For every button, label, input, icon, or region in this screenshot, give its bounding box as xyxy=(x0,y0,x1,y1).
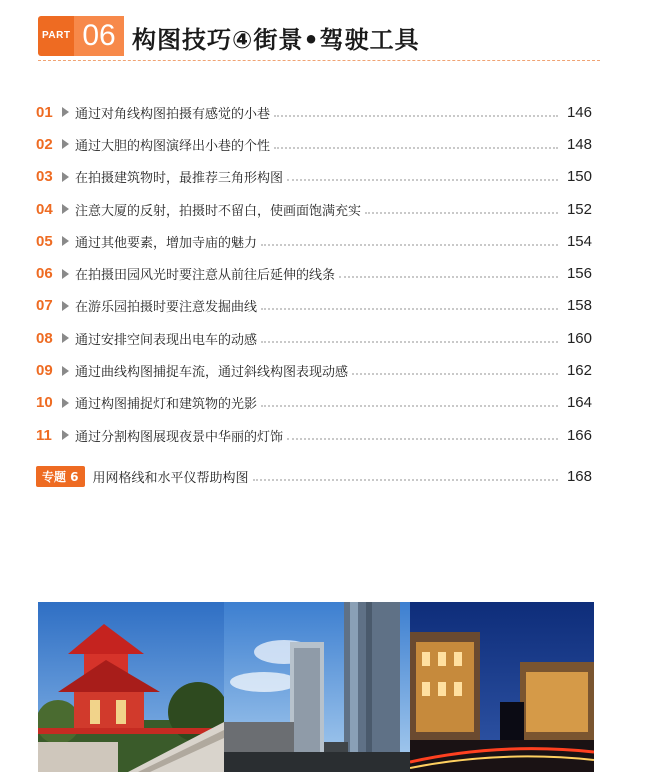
toc-title: 通过曲线构图捕捉车流，通过斜线构图表现动感 xyxy=(75,365,349,381)
triangle-arrow-icon xyxy=(62,269,69,279)
toc-page: 160 xyxy=(566,329,592,347)
toc-number: 02 xyxy=(36,135,53,153)
dot-leader xyxy=(365,211,558,214)
toc-title: 在拍摄田园风光时要注意从前往后延伸的线条 xyxy=(75,268,336,284)
triangle-arrow-icon xyxy=(62,366,69,376)
toc-page: 146 xyxy=(566,103,592,121)
chapter-header xyxy=(38,16,598,56)
toc-row-02[interactable] xyxy=(36,128,592,160)
dot-leader xyxy=(261,243,558,246)
photo-strip xyxy=(38,602,594,772)
toc-title: 通过对角线构图拍摄有感觉的小巷 xyxy=(75,106,271,122)
dot-leader xyxy=(261,340,558,343)
triangle-arrow-icon xyxy=(62,430,69,440)
dot-leader xyxy=(287,437,558,440)
toc-page: 150 xyxy=(566,168,592,186)
dot-leader xyxy=(261,307,558,310)
toc-row-08[interactable] xyxy=(36,322,592,354)
toc-page: 158 xyxy=(566,297,592,315)
dot-leader xyxy=(261,404,558,407)
triangle-arrow-icon xyxy=(62,204,69,214)
toc-page: 166 xyxy=(566,426,592,444)
toc-title: 注意大厦的反射，拍摄时不留白，使画面饱满充实 xyxy=(75,203,362,219)
toc-page: 164 xyxy=(566,394,592,412)
toc-page: 148 xyxy=(566,135,592,153)
part-label: PART xyxy=(42,30,71,41)
toc-page: 154 xyxy=(566,232,592,250)
triangle-arrow-icon xyxy=(62,172,69,182)
triangle-arrow-icon xyxy=(62,139,69,149)
toc-title: 通过大胆的构图演绎出小巷的个性 xyxy=(75,138,271,154)
part-number: 06 xyxy=(74,16,124,56)
dot-leader xyxy=(339,275,558,278)
temple-pagoda-photo xyxy=(38,602,224,772)
toc-number: 08 xyxy=(36,329,53,347)
dot-leader xyxy=(253,478,558,481)
toc-row-07[interactable] xyxy=(36,290,592,322)
toc-row-special[interactable] xyxy=(36,460,592,492)
toc-number: 03 xyxy=(36,168,53,186)
toc-page: 162 xyxy=(566,362,592,380)
chapter-title: 构图技巧④街景•驾驶工具 xyxy=(132,26,420,54)
toc-row-04[interactable] xyxy=(36,193,592,225)
toc-row-01[interactable] xyxy=(36,96,592,128)
toc-page: 156 xyxy=(566,265,592,283)
toc-number: 11 xyxy=(36,426,52,444)
toc-number: 04 xyxy=(36,200,53,218)
dot-leader xyxy=(274,114,558,117)
toc-row-03[interactable] xyxy=(36,161,592,193)
toc-row-09[interactable] xyxy=(36,354,592,386)
triangle-arrow-icon xyxy=(62,301,69,311)
toc-number: 10 xyxy=(36,394,53,412)
toc-title: 在拍摄建筑物时，最推荐三角形构图 xyxy=(75,171,284,187)
toc-number: 05 xyxy=(36,232,53,250)
triangle-arrow-icon xyxy=(62,333,69,343)
toc-title: 通过其他要素，增加寺庙的魅力 xyxy=(75,235,258,251)
table-of-contents xyxy=(36,96,592,493)
toc-row-11[interactable] xyxy=(36,419,592,451)
triangle-arrow-icon xyxy=(62,236,69,246)
toc-row-06[interactable] xyxy=(36,257,592,289)
header-divider xyxy=(38,60,600,61)
dot-leader xyxy=(274,146,558,149)
special-badge: 专题 6 xyxy=(36,466,85,487)
dot-leader xyxy=(287,178,558,181)
part-badge xyxy=(38,16,124,56)
toc-page: 152 xyxy=(566,200,592,218)
toc-title: 通过分割构图展现夜景中华丽的灯饰 xyxy=(75,429,284,445)
toc-title: 在游乐园拍摄时要注意发掘曲线 xyxy=(75,300,258,316)
toc-number: 01 xyxy=(36,103,53,121)
toc-number: 09 xyxy=(36,362,53,380)
night-street-photo xyxy=(410,602,594,772)
toc-title: 用网格线和水平仪帮助构图 xyxy=(92,470,249,486)
toc-number: 07 xyxy=(36,297,53,315)
dot-leader xyxy=(352,372,558,375)
triangle-arrow-icon xyxy=(62,107,69,117)
toc-number: 06 xyxy=(36,265,53,283)
toc-title: 通过安排空间表现出电车的动感 xyxy=(75,332,258,348)
toc-row-05[interactable] xyxy=(36,225,592,257)
triangle-arrow-icon xyxy=(62,398,69,408)
toc-title: 通过构图捕捉灯和建筑物的光影 xyxy=(75,397,258,413)
toc-row-10[interactable] xyxy=(36,387,592,419)
toc-page: 168 xyxy=(566,467,592,485)
skyscrapers-photo xyxy=(224,602,410,772)
